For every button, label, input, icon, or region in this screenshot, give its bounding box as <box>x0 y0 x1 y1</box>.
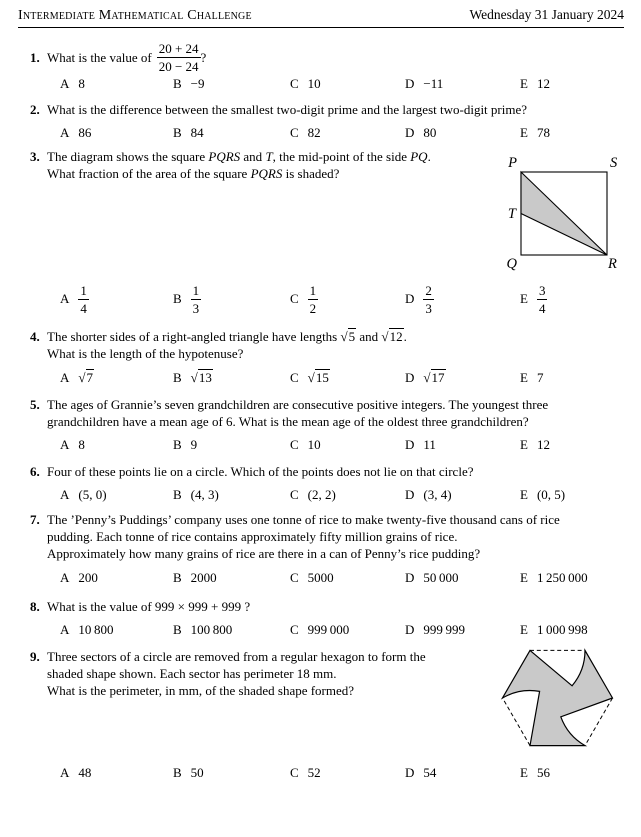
shaded-triangle <box>521 172 607 255</box>
answers-6 <box>0 487 641 504</box>
exam-date: Wednesday 31 January 2024 <box>469 7 624 22</box>
sqrt-sign: √ <box>307 370 315 385</box>
question-number: 7. <box>30 512 40 527</box>
answer-option <box>405 370 446 386</box>
vertex-label-r: R <box>608 256 617 272</box>
answer-value: 52 <box>307 765 321 780</box>
question-text: What is the value of 999 × 999 + 999 ? <box>47 599 251 614</box>
answer-letter: E <box>520 125 528 140</box>
sqrt-sign: √ <box>340 329 348 344</box>
answer-value: 50 <box>190 765 204 780</box>
answer-option <box>405 281 434 317</box>
sqrt-sign: √ <box>423 370 431 385</box>
answer-option <box>520 570 588 586</box>
math-var: T <box>265 149 273 164</box>
question-4 <box>30 328 407 362</box>
answer-option <box>173 125 204 141</box>
answer-letter: D <box>405 370 415 385</box>
question-text-segment: The shorter sides of a right-angled triangle have lengths <box>47 329 341 344</box>
answer-letter: C <box>290 570 299 585</box>
radical <box>341 328 357 344</box>
answer-option <box>60 437 85 453</box>
answer-value: 78 <box>536 125 550 140</box>
question-9 <box>30 648 426 699</box>
answer-option <box>290 765 321 781</box>
answer-letter: D <box>405 765 415 780</box>
answer-letter: B <box>173 125 182 140</box>
answer-letter: A <box>60 437 70 452</box>
answer-option <box>60 370 94 386</box>
answer-option <box>173 765 204 781</box>
answer-letter: E <box>520 291 528 306</box>
hexagon-diagram <box>494 643 627 755</box>
answer-value: −11 <box>423 76 444 91</box>
vertex-label-p: P <box>508 155 517 171</box>
answers-2 <box>0 125 641 142</box>
vertex-label-q: Q <box>506 256 517 272</box>
fraction-denominator: 4 <box>80 300 87 316</box>
answer-letter: A <box>60 370 70 385</box>
answer-value: 10 800 <box>78 622 114 637</box>
answer-letter: D <box>405 125 415 140</box>
answer-value: 999 999 <box>423 622 465 637</box>
answer-letter: C <box>290 291 299 306</box>
answer-letter: D <box>405 291 415 306</box>
answer-letter: A <box>60 76 70 91</box>
answer-value: 82 <box>307 125 321 140</box>
answer-option <box>520 125 550 141</box>
question-text-segment: What fraction of the area of the square <box>47 166 251 181</box>
answer-option <box>520 437 550 453</box>
question-3 <box>30 148 431 182</box>
answer-option <box>173 487 219 503</box>
answer-value: 86 <box>78 125 92 140</box>
answer-letter: D <box>405 570 415 585</box>
question-text-line <box>47 148 431 165</box>
fraction-denominator: 2 <box>309 300 317 316</box>
question-text <box>47 328 407 362</box>
question-text: What is the difference between the smallest two-digit prime and the largest two-digit prime? <box>47 102 528 117</box>
square-diagram <box>486 148 631 274</box>
answer-fraction <box>537 283 548 316</box>
answer-letter: C <box>290 487 299 502</box>
answer-option <box>405 76 443 92</box>
answer-letter: D <box>405 622 415 637</box>
question-text-line: shaded shape shown. Each sector has perimeter 18 mm. <box>47 666 337 681</box>
question-text: Four of these points lie on a circle. Which of the points does not lie on that circle? <box>47 464 474 479</box>
answer-value: 100 800 <box>190 622 233 637</box>
answer-letter: A <box>60 765 70 780</box>
question-text <box>47 148 431 182</box>
question-1 <box>30 39 206 75</box>
answer-option <box>405 487 452 503</box>
answer-option <box>520 765 550 781</box>
question-5 <box>30 396 548 430</box>
answer-letter: B <box>173 765 182 780</box>
question-6 <box>30 463 473 480</box>
answer-letter: C <box>290 125 299 140</box>
answer-value: (2, 2) <box>307 487 336 502</box>
answer-option <box>290 570 334 586</box>
answer-value: 5000 <box>307 570 334 585</box>
answer-option <box>60 281 89 317</box>
answer-value <box>423 369 445 385</box>
answer-option <box>173 76 205 92</box>
math-var: PQRS <box>250 166 283 181</box>
answers-5 <box>0 437 641 454</box>
answer-letter: A <box>60 291 70 306</box>
answer-option <box>60 487 107 503</box>
question-text-line: grandchildren have a mean age of 6. What is the mean age of the oldest three grandchildren? <box>47 414 529 429</box>
answer-value: 8 <box>78 437 85 452</box>
radicand: 13 <box>198 370 212 385</box>
math-var: PQRS <box>208 149 241 164</box>
question-text <box>47 511 560 562</box>
question-number: 8. <box>30 599 40 614</box>
fraction <box>157 41 201 74</box>
answer-letter: E <box>520 437 528 452</box>
answer-value: 7 <box>536 370 544 385</box>
answer-value: (5, 0) <box>78 487 107 502</box>
answer-option <box>520 281 547 317</box>
answer-option <box>60 765 91 781</box>
answer-option <box>520 370 543 386</box>
answer-letter: B <box>173 570 182 585</box>
answer-letter: A <box>60 487 70 502</box>
question-number: 3. <box>30 149 40 164</box>
answer-letter: D <box>405 437 415 452</box>
question-text-segment: What is the value of <box>47 49 152 65</box>
answer-option <box>520 76 550 92</box>
fraction-numerator: 2 <box>425 282 432 298</box>
answer-value: (3, 4) <box>423 487 452 502</box>
question-8 <box>30 598 250 615</box>
answer-option <box>60 570 98 586</box>
question-text-line: The ages of Grannie’s seven grandchildren are consecutive positive integers. The youngest three <box>47 397 549 412</box>
answer-letter: E <box>520 370 528 385</box>
answer-value: 8 <box>78 76 85 91</box>
answers-1 <box>0 76 641 93</box>
answer-letter: C <box>290 437 299 452</box>
question-text <box>47 39 206 75</box>
sqrt-sign: √ <box>78 370 86 385</box>
answer-option <box>290 622 349 638</box>
answer-option <box>173 281 201 317</box>
answer-value: 12 <box>536 437 550 452</box>
answer-letter: E <box>520 765 528 780</box>
question-2 <box>30 101 527 118</box>
answer-value: 50 000 <box>423 570 459 585</box>
answer-option <box>520 487 565 503</box>
answers-4 <box>0 370 641 387</box>
answer-fraction <box>308 283 319 316</box>
answer-value: 12 <box>536 76 550 91</box>
fraction-numerator: 20 + 24 <box>158 40 199 56</box>
exam-title: Intermediate Mathematical Challenge <box>18 8 252 23</box>
question-number: 9. <box>30 649 40 664</box>
question-text-segment: ? <box>200 49 207 65</box>
answer-option <box>60 622 114 638</box>
question-text-segment: . <box>403 329 407 344</box>
question-number: 5. <box>30 397 40 412</box>
answer-option <box>173 570 217 586</box>
answers-7 <box>0 570 641 587</box>
answer-letter: C <box>290 76 299 91</box>
question-number: 2. <box>30 102 40 117</box>
answer-option <box>173 437 197 453</box>
answer-option <box>405 125 436 141</box>
answer-value <box>191 369 213 385</box>
sqrt-sign: √ <box>381 329 389 344</box>
answer-letter: C <box>290 370 299 385</box>
answer-option <box>405 570 459 586</box>
question-text-line: pudding. Each tonne of rice contains approximately fifty million grains of rice. <box>47 529 458 544</box>
answer-value: −9 <box>190 76 205 91</box>
radicand: 15 <box>315 370 329 385</box>
question-text-segment: The diagram shows the square <box>47 149 209 164</box>
fraction-denominator: 20 − 24 <box>158 58 199 74</box>
vertex-label-t: T <box>507 206 516 222</box>
answer-value: 1 250 000 <box>536 570 588 585</box>
answer-letter: B <box>173 291 182 306</box>
question-text-segment: and <box>356 329 382 344</box>
question-text-segment: . <box>427 149 431 164</box>
answer-fraction <box>78 283 89 316</box>
answer-option <box>405 622 465 638</box>
math-var: PQ <box>410 149 428 164</box>
answer-letter: E <box>520 570 528 585</box>
answer-letter: A <box>60 125 70 140</box>
fraction-numerator: 1 <box>80 282 87 298</box>
answer-value: 1 000 998 <box>536 622 588 637</box>
answer-value: 48 <box>78 765 92 780</box>
answer-value: 54 <box>423 765 437 780</box>
answer-value: 84 <box>190 125 204 140</box>
answer-value: 80 <box>423 125 437 140</box>
answer-letter: E <box>520 622 528 637</box>
answer-letter: D <box>405 76 415 91</box>
answer-value: (4, 3) <box>190 487 219 502</box>
fraction-numerator: 3 <box>538 282 546 298</box>
answer-letter: B <box>173 487 182 502</box>
question-number: 4. <box>30 329 40 344</box>
question-text-line <box>47 165 431 182</box>
radicand: 5 <box>348 329 356 344</box>
answer-letter: B <box>173 622 182 637</box>
answer-letter: E <box>520 76 528 91</box>
answer-value: 10 <box>307 437 321 452</box>
question-text <box>47 648 426 699</box>
question-text-segment: is shaded? <box>282 166 340 181</box>
answer-value: 200 <box>78 570 98 585</box>
question-text <box>47 396 548 430</box>
answer-option <box>290 281 318 317</box>
answer-option <box>290 76 321 92</box>
radicand: 12 <box>389 329 403 344</box>
fraction-numerator: 1 <box>192 282 200 298</box>
question-text-line <box>47 328 407 345</box>
answer-option <box>290 437 321 453</box>
answer-letter: D <box>405 487 415 502</box>
answer-option <box>405 437 436 453</box>
fraction-denominator: 3 <box>425 300 432 316</box>
answer-option <box>173 622 232 638</box>
answer-letter: C <box>290 622 299 637</box>
question-text-segment: and <box>240 149 266 164</box>
answer-letter: A <box>60 622 70 637</box>
question-text-segment: , the mid-point of the side <box>272 149 411 164</box>
answers-9 <box>0 765 641 782</box>
answer-option <box>290 487 336 503</box>
fraction-denominator: 3 <box>192 300 200 316</box>
answer-fraction <box>423 283 434 316</box>
answer-value: 11 <box>423 437 436 452</box>
answer-option <box>173 370 213 386</box>
answer-value: 56 <box>536 765 550 780</box>
question-7 <box>30 511 560 562</box>
answer-fraction <box>191 283 202 316</box>
answer-value <box>308 369 330 385</box>
answer-value: 9 <box>190 437 198 452</box>
answer-value: (0, 5) <box>536 487 566 502</box>
radicand: 17 <box>431 370 445 385</box>
answer-value: 2000 <box>190 570 217 585</box>
answer-value: 999 000 <box>307 622 350 637</box>
question-text-line: Three sectors of a circle are removed from a regular hexagon to form the <box>47 649 426 664</box>
header <box>18 7 624 28</box>
answer-value <box>78 369 94 385</box>
answer-option <box>290 125 321 141</box>
fraction-denominator: 4 <box>538 300 546 316</box>
question-text-line: The ’Penny’s Puddings’ company uses one tonne of rice to make twenty-five thousand cans of rice <box>47 512 560 527</box>
answer-letter: E <box>520 487 528 502</box>
answer-letter: B <box>173 370 182 385</box>
question-text-line: What is the length of the hypotenuse? <box>47 346 244 361</box>
answer-value: 10 <box>307 76 321 91</box>
answers-8 <box>0 622 641 639</box>
answer-letter: C <box>290 765 299 780</box>
question-text-line: Approximately how many grains of rice are there in a can of Penny’s rice pudding? <box>47 546 481 561</box>
answers-3 <box>0 281 641 317</box>
shaded-hexagon-shape <box>503 650 613 745</box>
fraction-numerator: 1 <box>309 282 317 298</box>
question-number: 1. <box>30 50 40 65</box>
answer-option <box>520 622 588 638</box>
question-number: 6. <box>30 464 40 479</box>
answer-option <box>60 125 91 141</box>
answer-letter: A <box>60 570 70 585</box>
radical <box>381 328 403 344</box>
answer-option <box>405 765 436 781</box>
question-text-line: What is the perimeter, in mm, of the shaded shape formed? <box>47 683 355 698</box>
radicand: 7 <box>86 370 94 385</box>
answer-letter: B <box>173 76 182 91</box>
answer-letter: B <box>173 437 182 452</box>
vertex-label-s: S <box>610 155 618 171</box>
answer-option <box>290 370 330 386</box>
sqrt-sign: √ <box>190 370 198 385</box>
answer-option <box>60 76 85 92</box>
